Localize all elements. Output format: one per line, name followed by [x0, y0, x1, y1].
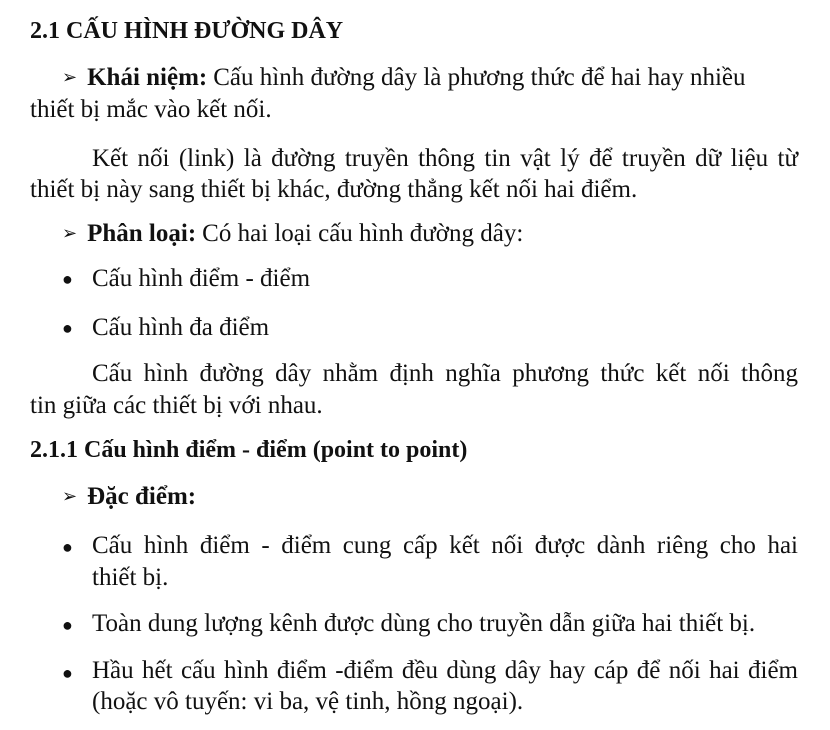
- concept-text: Cấu hình đường dây là phương thức để hai hay nhiều: [213, 64, 746, 91]
- link-paragraph-line1: Kết nối (link) là đường truyền thông tin vật lý để truyền dữ liệu từ: [92, 145, 798, 172]
- bullet-icon: ●: [62, 537, 73, 557]
- section-heading: 2.1 CẤU HÌNH ĐƯỜNG DÂY: [30, 18, 344, 44]
- type-item: Cấu hình điểm - điểm: [92, 265, 311, 292]
- features-line: [62, 483, 202, 511]
- bullet-icon: ●: [62, 663, 73, 683]
- feature-item: Cấu hình điểm - điểm cung cấp kết nối được dành riêng cho hai: [92, 532, 798, 559]
- link-paragraph-line2: thiết bị này sang thiết bị khác, đường thẳng kết nối hai điểm.: [30, 176, 638, 203]
- concept-line: [62, 64, 746, 92]
- feature-item: Hầu hết cấu hình điểm -điểm đều dùng dây hay cáp để nối hai điểm: [92, 657, 798, 684]
- arrowhead-icon: ➢: [62, 223, 78, 243]
- classification-line: [62, 220, 523, 248]
- feature-item-cont: thiết bị.: [92, 564, 169, 591]
- features-label: Đặc điểm:: [87, 483, 197, 510]
- bullet-icon: ●: [62, 615, 73, 635]
- concept-text-cont: thiết bị mắc vào kết nối.: [30, 96, 272, 123]
- type-item: Cấu hình đa điểm: [92, 314, 270, 341]
- feature-item-cont: (hoặc vô tuyến: vi ba, vệ tinh, hồng ngoại).: [92, 688, 524, 715]
- classification-text: Có hai loại cấu hình đường dây:: [202, 220, 524, 247]
- definition-line1: Cấu hình đường dây nhằm định nghĩa phương thức kết nối thông: [92, 360, 798, 387]
- feature-item: Toàn dung lượng kênh được dùng cho truyền dẫn giữa hai thiết bị.: [92, 610, 756, 637]
- bullet-icon: ●: [62, 318, 73, 338]
- bullet-icon: ●: [62, 269, 73, 289]
- classification-label: Phân loại:: [87, 220, 197, 247]
- subsection-heading: 2.1.1 Cấu hình điểm - điểm (point to point): [30, 437, 468, 463]
- arrowhead-icon: ➢: [62, 486, 78, 506]
- arrowhead-icon: ➢: [62, 67, 78, 87]
- definition-line2: tin giữa các thiết bị với nhau.: [30, 392, 323, 419]
- concept-label: Khái niệm:: [87, 64, 208, 91]
